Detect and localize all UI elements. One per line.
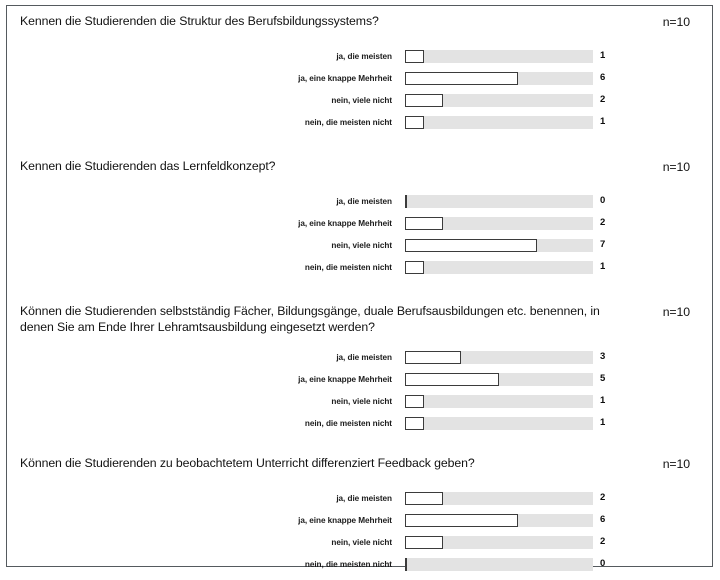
answer-label: nein, die meisten nicht <box>304 263 392 272</box>
question-title: Kennen die Studierenden die Struktur des Berufsbildungssystems? <box>20 14 379 28</box>
bar-track <box>405 351 593 364</box>
sample-size-label: n=10 <box>662 160 690 174</box>
answer-label: ja, die meisten <box>336 197 392 206</box>
bar-fill <box>405 417 424 430</box>
answer-row <box>7 536 712 558</box>
answer-row <box>7 417 712 439</box>
bar-fill <box>405 217 443 230</box>
answer-label: nein, viele nicht <box>331 96 392 105</box>
bar-value-label: 2 <box>600 536 606 547</box>
bar-value-label: 6 <box>600 72 606 83</box>
answer-label: ja, eine knappe Mehrheit <box>298 516 392 525</box>
question-title: Können die Studierenden selbstständig Fächer, Bildungsgänge, duale Berufsausbildungen etc. benennen, in denen Sie am Ende Ihrer Lehramtsausbildung eingesetzt werden? <box>20 304 600 334</box>
question-section <box>7 14 712 127</box>
bar-value-label: 1 <box>600 395 606 406</box>
bar-track <box>405 116 593 129</box>
question-section <box>7 304 712 428</box>
bar-value-label: 1 <box>600 417 606 428</box>
bar-value-label: 1 <box>600 50 606 61</box>
answer-row <box>7 94 712 116</box>
bar-value-label: 7 <box>600 239 606 250</box>
question-header <box>7 304 712 338</box>
bar-value-label: 1 <box>600 116 606 127</box>
question-header <box>7 159 712 193</box>
question-section <box>7 159 712 272</box>
question-title: Können die Studierenden zu beobachtetem Unterricht differenziert Feedback geben? <box>20 456 475 470</box>
bar-track <box>405 261 593 274</box>
answer-row <box>7 514 712 536</box>
bar-value-label: 2 <box>600 94 606 105</box>
answer-label: ja, eine knappe Mehrheit <box>298 74 392 83</box>
answer-row <box>7 72 712 94</box>
answer-row <box>7 116 712 138</box>
question-section <box>7 456 712 569</box>
answer-label: nein, die meisten nicht <box>304 419 392 428</box>
bar-track <box>405 417 593 430</box>
sample-size-label: n=10 <box>662 15 690 29</box>
answer-rows <box>7 195 712 283</box>
answer-label: ja, die meisten <box>336 494 392 503</box>
bar-value-label: 6 <box>600 514 606 525</box>
answer-rows <box>7 492 712 580</box>
bar-track <box>405 536 593 549</box>
answer-label: nein, die meisten nicht <box>304 560 392 569</box>
bar-track <box>405 239 593 252</box>
bar-fill <box>405 94 443 107</box>
bar-track <box>405 395 593 408</box>
answer-label: nein, viele nicht <box>331 538 392 547</box>
bar-track <box>405 558 593 571</box>
answer-label: ja, die meisten <box>336 353 392 362</box>
bar-track <box>405 217 593 230</box>
answer-label: ja, eine knappe Mehrheit <box>298 375 392 384</box>
answer-row <box>7 395 712 417</box>
answer-rows <box>7 50 712 138</box>
answer-row <box>7 261 712 283</box>
question-title: Kennen die Studierenden das Lernfeldkonzept? <box>20 159 276 173</box>
sample-size-label: n=10 <box>662 305 690 319</box>
answer-label: nein, viele nicht <box>331 241 392 250</box>
answer-row <box>7 373 712 395</box>
answer-row <box>7 239 712 261</box>
answer-row <box>7 50 712 72</box>
question-header <box>7 14 712 48</box>
bar-value-label: 2 <box>600 217 606 228</box>
survey-figure <box>6 5 713 567</box>
answer-row <box>7 351 712 373</box>
bar-fill <box>405 536 443 549</box>
bar-fill <box>405 395 424 408</box>
bar-track <box>405 195 593 208</box>
bar-value-label: 5 <box>600 373 606 384</box>
bar-track <box>405 50 593 63</box>
bar-fill <box>405 72 518 85</box>
bar-fill <box>405 514 518 527</box>
bar-track <box>405 72 593 85</box>
answer-label: ja, eine knappe Mehrheit <box>298 219 392 228</box>
bar-track <box>405 373 593 386</box>
bar-fill <box>405 239 537 252</box>
bar-fill <box>405 492 443 505</box>
sample-size-label: n=10 <box>662 457 690 471</box>
bar-fill <box>405 373 499 386</box>
bar-value-label: 2 <box>600 492 606 503</box>
bar-track <box>405 492 593 505</box>
bar-fill <box>405 116 424 129</box>
answer-label: ja, die meisten <box>336 52 392 61</box>
answer-row <box>7 195 712 217</box>
bar-track <box>405 514 593 527</box>
question-header <box>7 456 712 490</box>
bar-fill <box>405 351 461 364</box>
answer-rows <box>7 351 712 439</box>
bar-fill <box>405 195 407 208</box>
answer-row <box>7 492 712 514</box>
bar-fill <box>405 558 407 571</box>
bar-track <box>405 94 593 107</box>
answer-row <box>7 558 712 580</box>
bar-value-label: 0 <box>600 195 606 206</box>
answer-row <box>7 217 712 239</box>
bar-fill <box>405 50 424 63</box>
bar-value-label: 0 <box>600 558 606 569</box>
bar-value-label: 1 <box>600 261 606 272</box>
answer-label: nein, viele nicht <box>331 397 392 406</box>
bar-fill <box>405 261 424 274</box>
bar-value-label: 3 <box>600 351 606 362</box>
answer-label: nein, die meisten nicht <box>304 118 392 127</box>
